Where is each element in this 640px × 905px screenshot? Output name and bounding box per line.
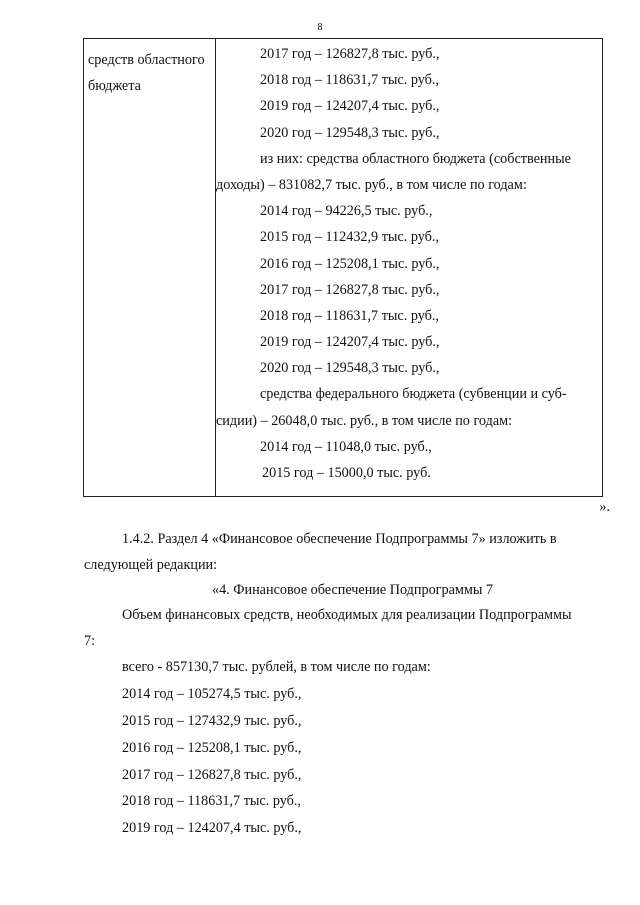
paragraph-line: Объем финансовых средств, необходимых для реализации Подпрограммы — [122, 607, 572, 623]
total-line: всего - 857130,7 тыс. рублей, в том числе по годам: — [122, 659, 431, 675]
table-line: средства федерального бюджета (субвенции и суб- — [260, 386, 567, 403]
table-line: 2018 год – 118631,7 тыс. руб., — [260, 307, 439, 324]
table-line: 2019 год – 124207,4 тыс. руб., — [260, 334, 440, 351]
left-cell-line: средств областного — [88, 52, 205, 68]
table-right-cell — [216, 41, 592, 486]
closing-quote: ». — [599, 499, 610, 515]
paragraph-line: 7: — [84, 633, 96, 649]
table-line: из них: средства областного бюджета (собственные — [260, 150, 571, 167]
year-line: 2017 год – 126827,8 тыс. руб., — [122, 767, 302, 783]
page-number: 8 — [317, 22, 323, 33]
table-line: 2016 год – 125208,1 тыс. руб., — [260, 255, 440, 272]
table-line: 2019 год – 124207,4 тыс. руб., — [260, 98, 440, 115]
table-line: 2020 год – 129548,3 тыс. руб., — [260, 124, 440, 141]
year-line: 2015 год – 127432,9 тыс. руб., — [122, 713, 302, 729]
table-line: 2014 год – 11048,0 тыс. руб., — [260, 438, 432, 455]
year-line: 2014 год – 105274,5 тыс. руб., — [122, 686, 302, 702]
table-line: сидии) – 26048,0 тыс. руб., в том числе по годам: — [216, 412, 513, 429]
table-line: доходы) – 831082,7 тыс. руб., в том числе по годам: — [216, 176, 527, 193]
left-cell-line: бюджета — [88, 78, 141, 94]
year-line: 2018 год – 118631,7 тыс. руб., — [122, 793, 301, 809]
section-title: «4. Финансовое обеспечение Подпрограммы 7 — [212, 582, 494, 598]
funding-table — [83, 38, 603, 497]
item-heading-line: следующей редакции: — [84, 557, 218, 573]
table-line: 2018 год – 118631,7 тыс. руб., — [260, 72, 439, 89]
item-heading-line: 1.4.2. Раздел 4 «Финансовое обеспечение Подпрограммы 7» изложить в — [122, 531, 557, 547]
table-line: 2014 год – 94226,5 тыс. руб., — [260, 203, 433, 220]
table-line: 2017 год – 126827,8 тыс. руб., — [260, 281, 440, 298]
year-line: 2016 год – 125208,1 тыс. руб., — [122, 740, 302, 756]
year-line: 2019 год – 124207,4 тыс. руб., — [122, 820, 302, 836]
table-line: 2020 год – 129548,3 тыс. руб., — [260, 360, 440, 377]
table-line: 2015 год – 15000,0 тыс. руб. — [262, 465, 431, 481]
table-line: 2015 год – 112432,9 тыс. руб., — [260, 229, 439, 246]
table-left-cell — [88, 47, 214, 99]
table-line: 2017 год – 126827,8 тыс. руб., — [260, 46, 440, 62]
